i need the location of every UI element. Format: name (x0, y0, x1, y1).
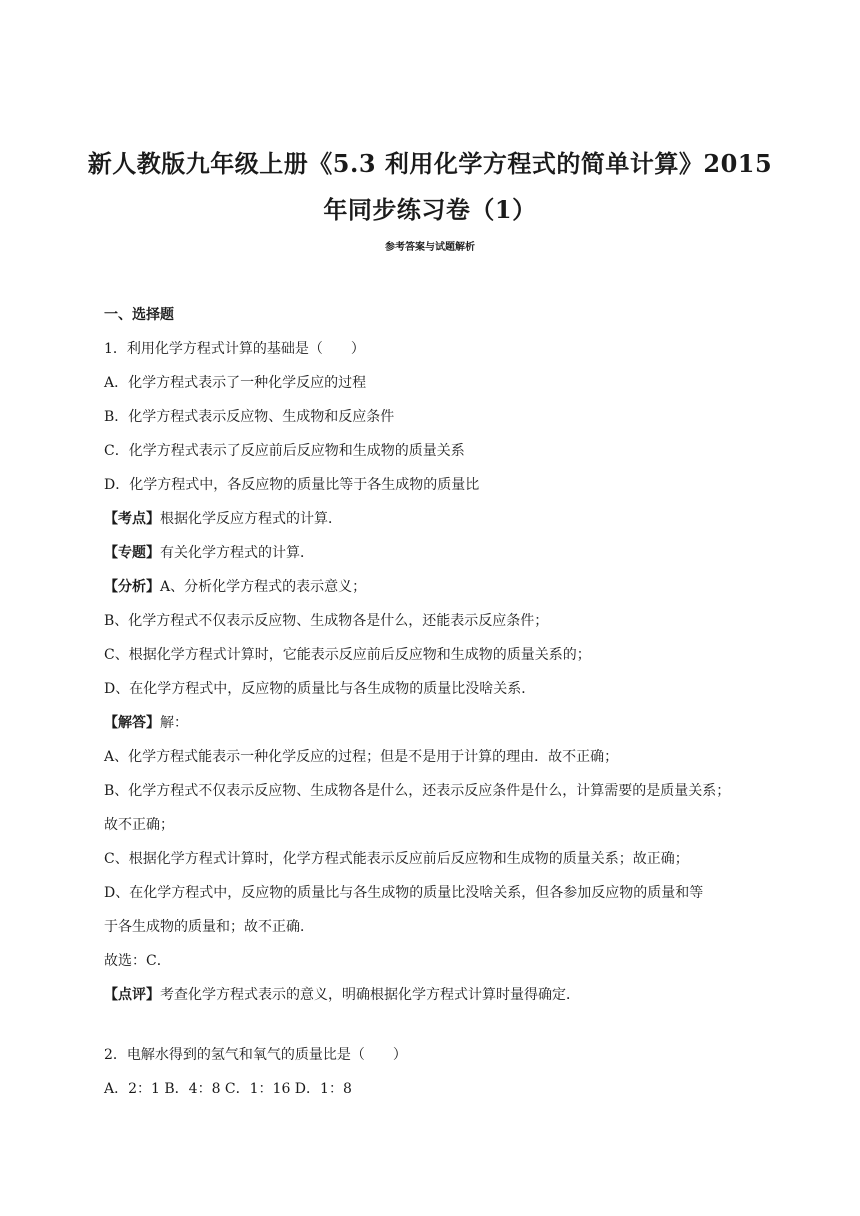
document-body (104, 298, 764, 1106)
fenxi-line-d: D、在化学方程式中，反应物的质量比与各生成物的质量比没啥关系． (104, 681, 536, 697)
fenxi-row (104, 570, 764, 604)
zhuanti-tag: 【专题】 (104, 545, 160, 561)
jieda-line-b-cont: 故不正确； (104, 817, 174, 833)
question-1-stem: 1．利用化学方程式计算的基础是（ ） (104, 341, 365, 357)
jieda-row (104, 706, 764, 740)
question-1-option-a: A．化学方程式表示了一种化学反应的过程 (104, 375, 367, 391)
question-1-answer: 故选：C． (104, 953, 171, 969)
zhuanti-row (104, 536, 764, 570)
question-spacer (104, 1012, 764, 1038)
kaodian-row (104, 502, 764, 536)
jieda-head: 解： (160, 715, 188, 731)
question-2-options: A．2：1 B．4：8 C．1：16 D．1：8 (104, 1081, 352, 1097)
jieda-line-d-cont: 于各生成物的质量和；故不正确． (104, 919, 314, 935)
jieda-line-b: B、化学方程式不仅表示反应物、生成物各是什么，还表示反应条件是什么，计算需要的是质量关系； (104, 783, 731, 799)
document-title-line-2: 年同步练习卷（1） (323, 195, 537, 224)
fenxi-tag: 【分析】 (104, 579, 160, 595)
kaodian-text: 根据化学反应方程式的计算． (160, 511, 342, 527)
section-heading: 一、选择题 (104, 307, 174, 323)
fenxi-line-c: C、根据化学方程式计算时，它能表示反应前后反应物和生成物的质量关系的； (104, 647, 591, 663)
dianping-text: 考查化学方程式表示的意义，明确根据化学方程式计算时量得确定． (160, 987, 580, 1003)
question-1-option-b: B．化学方程式表示反应物、生成物和反应条件 (104, 409, 395, 425)
question-2-stem: 2．电解水得到的氢气和氧气的质量比是（ ） (104, 1047, 407, 1063)
kaodian-tag: 【考点】 (104, 511, 160, 527)
jieda-line-d: D、在化学方程式中，反应物的质量比与各生成物的质量比没啥关系，但各参加反应物的质量和等 (104, 885, 704, 901)
fenxi-line-b: B、化学方程式不仅表示反应物、生成物各是什么，还能表示反应条件； (104, 613, 549, 629)
jieda-line-a: A、化学方程式能表示一种化学反应的过程；但是不是用于计算的理由．故不正确； (104, 749, 619, 765)
zhuanti-text: 有关化学方程式的计算． (160, 545, 314, 561)
document-subtitle: 参考答案与试题解析 (385, 242, 475, 253)
fenxi-line-a: A、分析化学方程式的表示意义； (160, 579, 367, 595)
dianping-row (104, 978, 764, 1012)
dianping-tag: 【点评】 (104, 987, 160, 1003)
jieda-line-c: C、根据化学方程式计算时，化学方程式能表示反应前后反应物和生成物的质量关系；故正确； (104, 851, 689, 867)
jieda-tag: 【解答】 (104, 715, 160, 731)
question-1-option-c: C．化学方程式表示了反应前后反应物和生成物的质量关系 (104, 443, 465, 459)
document-title-line-1: 新人教版九年级上册《5.3 利用化学方程式的简单计算》2015 (87, 149, 773, 178)
question-1-option-d: D．化学方程式中，各反应物的质量比等于各生成物的质量比 (104, 477, 480, 493)
